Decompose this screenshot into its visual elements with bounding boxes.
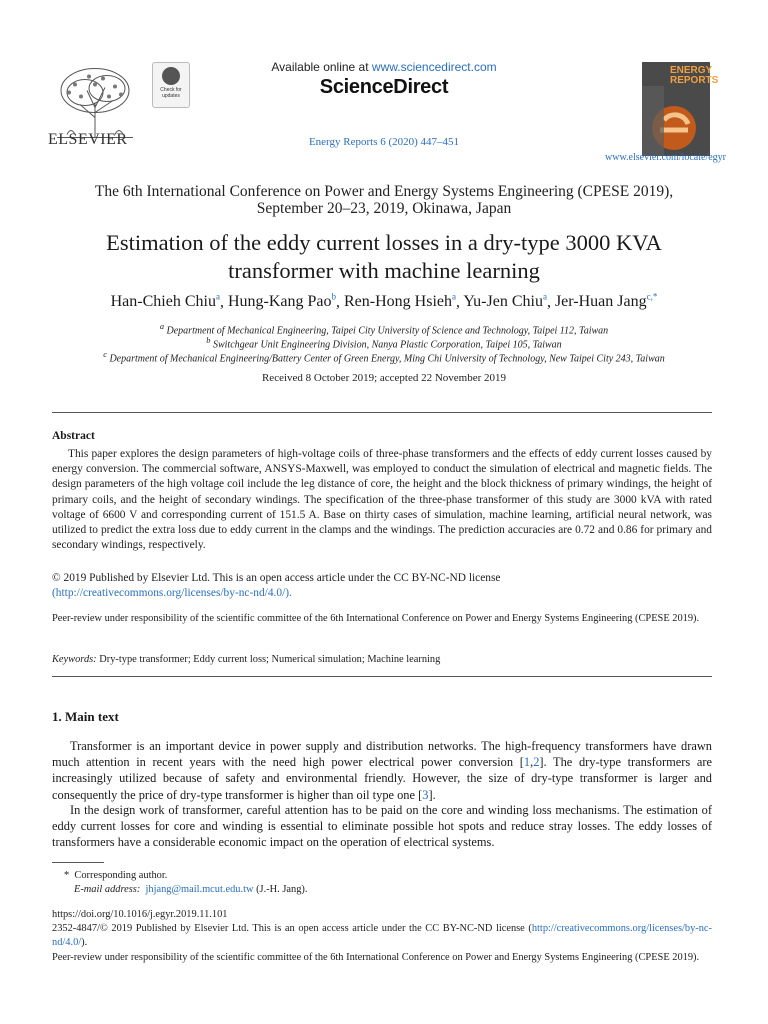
cover-art — [642, 86, 710, 156]
sciencedirect-link[interactable]: www.sciencedirect.com — [371, 60, 497, 74]
affiliation: $^a$ Department of Mechanical Engineering, Taipei City University of Science and Technology, Taipei 112, Taiwan — [159, 322, 609, 337]
author[interactable]: Ren-Hong Hsieh$^a$ — [344, 292, 456, 311]
body-paragraph: In the design work of transformer, careful attention has to be paid on the core and winding loss mechanisms. The estimation of eddy current losses for core and winding is essential to eliminate possible hot spots and reduce stray losses. The eddy losses of transformers have a considerable economic impact on the operation of electrical systems. — [52, 803, 712, 850]
paper-title-line-2: transformer with machine learning — [228, 258, 540, 283]
citation-link[interactable]: 1 — [523, 755, 531, 770]
author[interactable]: Yu-Jen Chiu$^a$ — [463, 292, 547, 311]
available-text: Available online at — [271, 60, 369, 74]
divider — [52, 412, 712, 413]
section-heading: 1. Main text — [52, 709, 119, 724]
abstract-text: This paper explores the design parameters of high-voltage coils of three-phase transformers and the effects of eddy current losses caused by energy conversion. The commercial software, ANSYS-Maxwell, was employed to conduct the simulation of electrical and magnetic fields. The design parameters of the high voltage coil include the leg distance of core, the height and the block thickness of primary windings, the height of primary coils, and the height of secondary windings. The specification of the three-phase transformer of this study are 3000 kVA with rated voltage of 6600 V and corresponding current of 151.5 A. Base on thirty cases of simulation, machine learning, artificial neural network, was utilized to predict the extra loss due to eddy current in the clamps and the windings. The prediction accuracies are 0.72 and 0.86 for primary and secondary windings, respectively. — [52, 448, 712, 552]
body-paragraph: Transformer is an important device in power supply and distribution networks. The high-frequency transformers have drawn much attention in recent years with the need high power electrical power conversion [1,2]. The dry-type transformers are increasingly utilized because of safety and environmental friendly. However, the size of dry-type transformer is larger and consequently the price of dry-type transformer is higher than oil type one [3]. — [52, 739, 712, 802]
email-link[interactable]: jhjang@mail.mcut.edu.tw — [145, 884, 254, 895]
affiliation: $^b$ Switchgear Unit Engineering Division, Nanya Plastic Corporation, Taipei 105, Taiwan — [206, 336, 562, 351]
sciencedirect-brand: ScienceDirect — [319, 76, 449, 98]
keywords-label: Keywords: — [52, 654, 97, 665]
citation-link[interactable]: 2 — [533, 755, 540, 770]
cover-title: ENERGY REPORTS — [670, 65, 719, 86]
email-note: E-mail address: jhjang@mail.mcut.edu.tw (J.-H. Jang). — [74, 884, 308, 895]
conference-dates: September 20–23, 2019, Okinawa, Japan — [256, 200, 512, 217]
paper-title — [40, 229, 728, 285]
check-updates-label: Check for updates — [160, 87, 182, 99]
corresponding-author-note: * Corresponding author. — [64, 870, 168, 881]
publisher-name: ELSEVIER — [48, 131, 128, 148]
author[interactable]: Jer-Huan Jang$^{c,*}$ — [554, 292, 658, 311]
received-dates: Received 8 October 2019; accepted 22 November 2019 — [261, 372, 507, 384]
abstract-copyright: © 2019 Published by Elsevier Ltd. This is an open access article under the CC BY-NC-ND license (http://creativecommons.org/licenses/by-nc-nd/4.0/). — [52, 572, 501, 600]
journal-homepage-link[interactable]: www.elsevier.com/locate/egyr — [605, 152, 726, 163]
conference-info — [40, 183, 728, 217]
footnote-divider — [52, 862, 104, 863]
author[interactable]: Hung-Kang Pao$^b$ — [227, 292, 336, 311]
journal-reference[interactable]: Energy Reports 6 (2020) 447–451 — [308, 136, 460, 148]
citation-link[interactable]: 3 — [422, 787, 429, 802]
affiliation: $^c$ Department of Mechanical Engineering/Battery Center of Green Energy, Ming Chi University of Technology, New Taipei City 243, Taiwan — [103, 350, 665, 365]
abstract-peer-review: Peer-review under responsibility of the scientific committee of the 6th International Conference on Power and Energy Systems Engineering (CPESE 2019). — [52, 613, 700, 624]
keywords — [52, 653, 712, 667]
conference-name: The 6th International Conference on Power and Energy Systems Engineering (CPESE 2019), — [94, 183, 674, 200]
abstract-heading: Abstract — [52, 430, 95, 442]
keywords-list: Dry-type transformer; Eddy current loss; Numerical simulation; Machine learning — [99, 654, 441, 665]
footnote-copyright: 2352-4847/© 2019 Published by Elsevier Ltd. This is an open access article under the CC BY-NC-ND license (http://creativecommons.org/licenses/by-nc-nd/4.0/). — [52, 923, 712, 948]
author[interactable]: Han-Chieh Chiu$^a$ — [110, 292, 220, 311]
footnote-peer-review: Peer-review under responsibility of the scientific committee of the 6th International Conference on Power and Energy Systems Engineering (CPESE 2019). — [52, 952, 700, 963]
journal-cover[interactable] — [642, 62, 719, 152]
author-list: Han-Chieh Chiu$^a$, Hung-Kang Pao$^b$, Ren-Hong Hsieh$^a$, Yu-Jen Chiu$^a$, Jer-Huan Jang$^{c,*}$ — [110, 292, 658, 311]
divider — [52, 676, 712, 677]
license-link[interactable]: http://creativecommons.org/licenses/by-nc-nd/4.0/ — [52, 923, 712, 948]
paper-title-line-1: Estimation of the eddy current losses in a dry-type 3000 KVA — [106, 230, 662, 255]
doi-link[interactable]: https://doi.org/10.1016/j.egyr.2019.11.101 — [52, 909, 228, 920]
license-link[interactable]: (http://creativecommons.org/licenses/by-nc-nd/4.0/). — [52, 587, 292, 600]
